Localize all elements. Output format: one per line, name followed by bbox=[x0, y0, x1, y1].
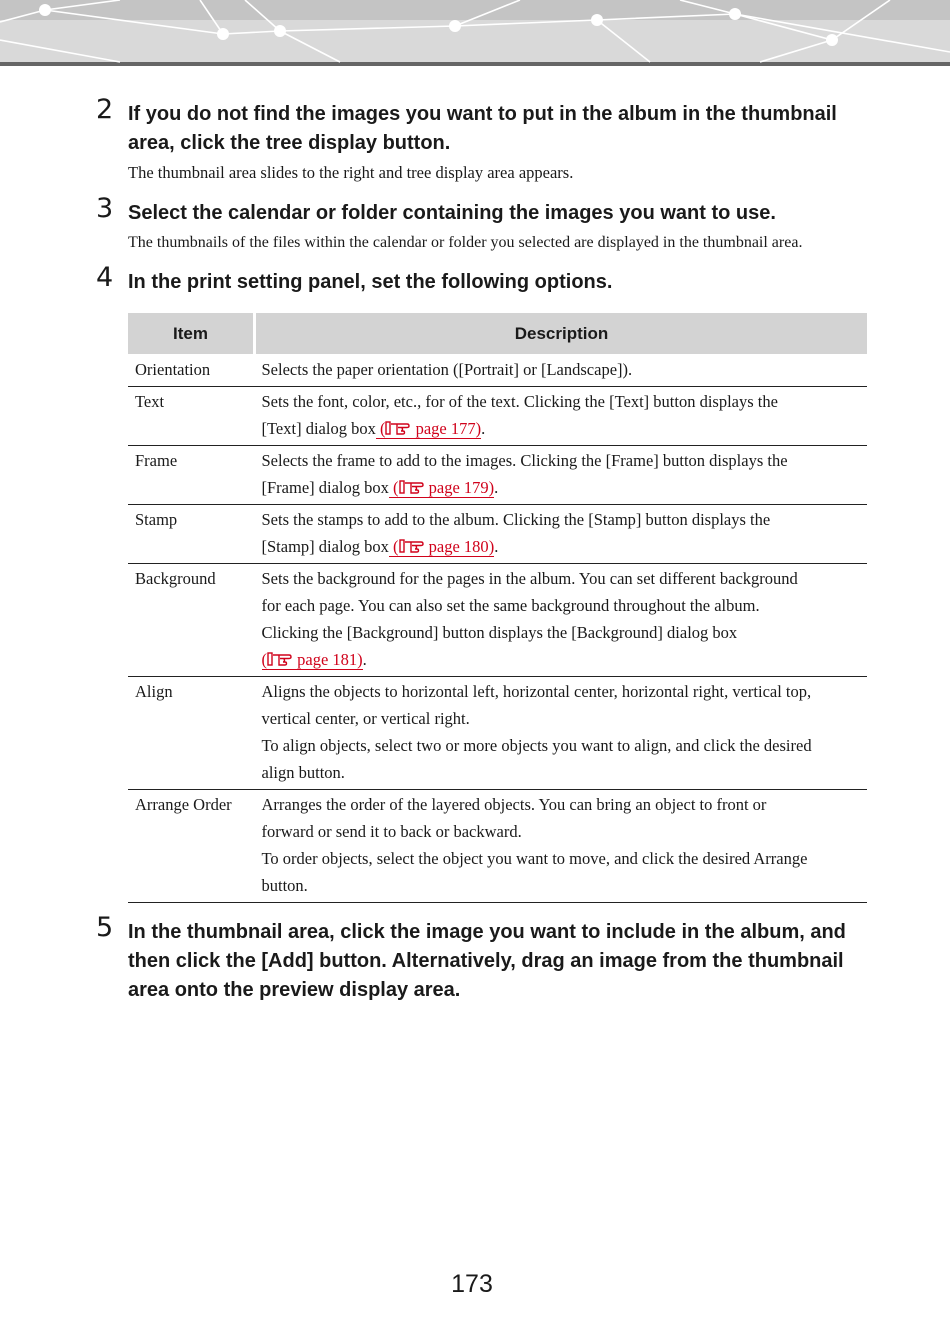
item-description: Sets the font, color, etc., for of the text. Clicking the [Text] button displays the [Text] dialog box ( page 177). bbox=[255, 387, 868, 446]
item-name: Text bbox=[128, 387, 255, 446]
table-row bbox=[128, 677, 867, 790]
step-number: 5 bbox=[96, 912, 114, 943]
step-number: 4 bbox=[96, 262, 114, 293]
pointing-hand-icon bbox=[385, 420, 411, 436]
item-name: Frame bbox=[128, 446, 255, 505]
page-reference-link[interactable]: ( page 179) bbox=[388, 478, 495, 497]
page-reference-link[interactable]: ( page 180) bbox=[388, 537, 495, 556]
table-row bbox=[128, 505, 867, 564]
pointing-hand-icon bbox=[267, 651, 293, 667]
header-decoration bbox=[0, 0, 950, 66]
page-number: 173 bbox=[451, 1270, 493, 1298]
step-3 bbox=[96, 193, 876, 255]
step-4 bbox=[96, 262, 876, 297]
pointing-hand-icon bbox=[399, 479, 425, 495]
item-description: Sets the background for the pages in the album. You can set different background for each page. You can also set the same background throughout the album. Clicking the [Background] button displays the [Background] dialog box ( page 181). bbox=[255, 564, 868, 677]
table-row bbox=[128, 446, 867, 505]
step-description: The thumbnail area slides to the right and tree display area appears. bbox=[128, 163, 574, 182]
table-row bbox=[128, 790, 867, 903]
item-name: Stamp bbox=[128, 505, 255, 564]
table-row bbox=[128, 387, 867, 446]
item-name: Orientation bbox=[128, 354, 255, 387]
item-description: Selects the paper orientation ([Portrait] or [Landscape]). bbox=[255, 354, 868, 387]
item-description: Arranges the order of the layered objects. You can bring an object to front or forward or send it to back or backward. To order objects, select the object you want to move, and click the desired Arrange button. bbox=[255, 790, 868, 903]
step-title: In the thumbnail area, click the image you want to include in the album, and then click the [Add] button. Alternatively, drag an image from the thumbnail area onto the preview display area. bbox=[128, 921, 846, 1001]
options-table bbox=[128, 313, 867, 903]
table-header-row bbox=[128, 313, 867, 354]
step-number: 3 bbox=[96, 193, 114, 224]
column-header-description: Description bbox=[255, 313, 868, 354]
page-reference-link[interactable]: ( page 177) bbox=[375, 419, 482, 438]
step-title: If you do not find the images you want to put in the album in the thumbnail area, click the tree display button. bbox=[128, 103, 837, 154]
step-title: Select the calendar or folder containing the images you want to use. bbox=[128, 202, 776, 224]
step-number: 2 bbox=[96, 94, 114, 125]
step-title: In the print setting panel, set the following options. bbox=[128, 271, 613, 293]
item-description: Selects the frame to add to the images. Clicking the [Frame] button displays the [Frame] dialog box ( page 179). bbox=[255, 446, 868, 505]
page-reference-link[interactable]: ( page 181) bbox=[261, 650, 363, 669]
item-name: Background bbox=[128, 564, 255, 677]
table-row bbox=[128, 564, 867, 677]
column-header-item: Item bbox=[128, 313, 255, 354]
pointing-hand-icon bbox=[399, 538, 425, 554]
item-description: Sets the stamps to add to the album. Clicking the [Stamp] button displays the [Stamp] dialog box ( page 180). bbox=[255, 505, 868, 564]
header-network-graphic bbox=[0, 0, 950, 66]
table-row bbox=[128, 354, 867, 387]
item-name: Arrange Order bbox=[128, 790, 255, 903]
step-2 bbox=[96, 94, 876, 185]
item-description: Aligns the objects to horizontal left, horizontal center, horizontal right, vertical top, vertical center, or vertical right. To align objects, select two or more objects you want to align, and click the desired align button. bbox=[255, 677, 868, 790]
step-5 bbox=[96, 912, 876, 1005]
step-description: The thumbnails of the files within the calendar or folder you selected are displayed in the thumbnail area. bbox=[128, 234, 803, 251]
item-name: Align bbox=[128, 677, 255, 790]
